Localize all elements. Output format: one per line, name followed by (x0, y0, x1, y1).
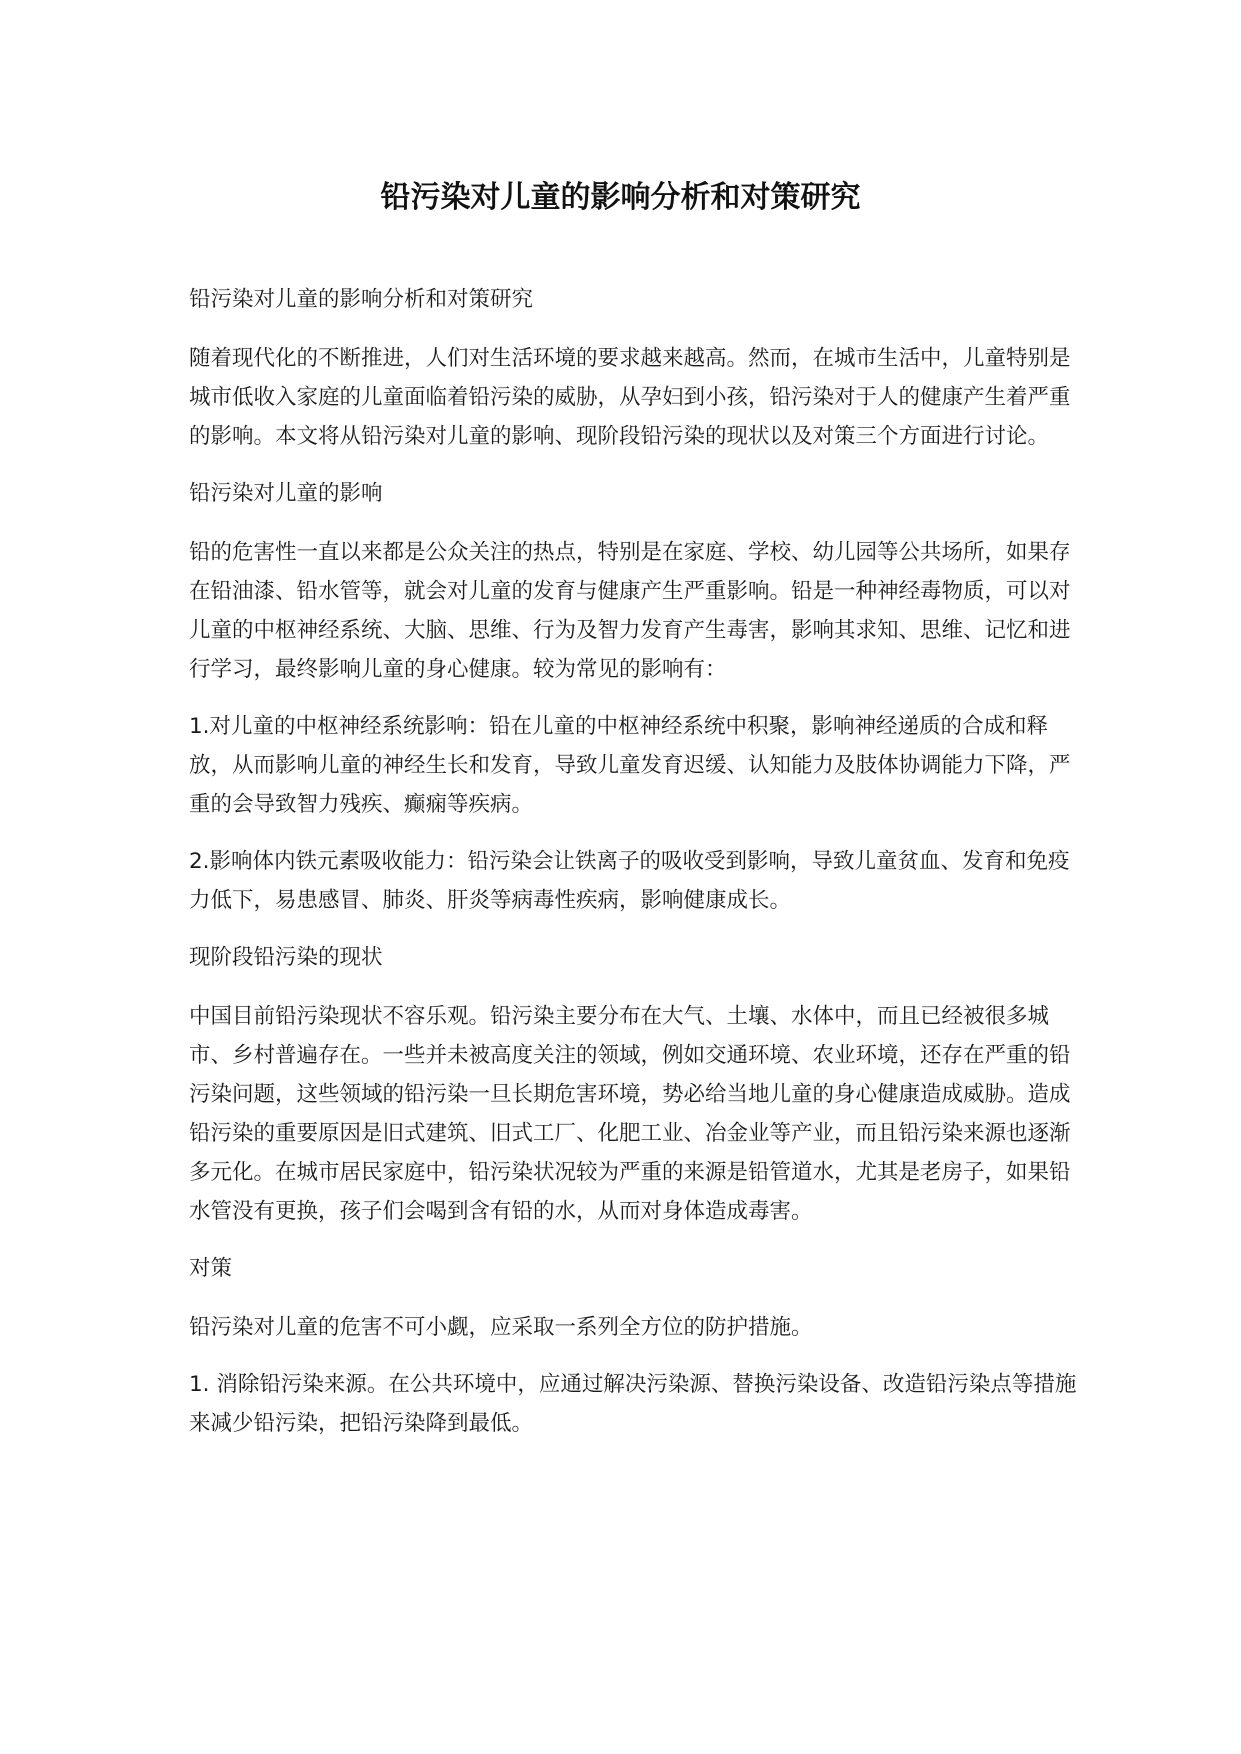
measure-item-1: 1. 消除铅污染来源。在公共环境中，应通过解决污染源、替换污染设备、改造铅污染点等措施来减少铅污染，把铅污染降到最低。 (189, 1372, 1077, 1436)
intro-paragraph: 随着现代化的不断推进，人们对生活环境的要求越来越高。然而，在城市生活中，儿童特别是城市低收入家庭的儿童面临着铅污染的威胁，从孕妇到小孩，铅污染对于人的健康产生着严重的影响。本文将从铅污染对儿童的影响、现阶段铅污染的现状以及对策三个方面进行讨论。 (189, 346, 1071, 449)
section-heading-measures: 对策 (189, 1256, 233, 1281)
section-heading-status: 现阶段铅污染的现状 (189, 945, 383, 970)
effects-paragraph: 铅的危害性一直以来都是公众关注的热点，特别是在家庭、学校、幼儿园等公共场所，如果存在铅油漆、铅水管等，就会对儿童的发育与健康产生严重影响。铅是一种神经毒物质，可以对儿童的中枢神经系统、大脑、思维、行为及智力发育产生毒害，影响其求知、思维、记忆和进行学习，最终影响儿童的身心健康。较为常见的影响有： (189, 540, 1071, 682)
measures-intro: 铅污染对儿童的危害不可小觑，应采取一系列全方位的防护措施。 (189, 1315, 813, 1340)
document-body (189, 280, 1084, 1461)
subtitle: 铅污染对儿童的影响分析和对策研究 (189, 287, 534, 312)
effect-item-1: 1.对儿童的中枢神经系统影响：铅在儿童的中枢神经系统中积聚，影响神经递质的合成和释放，从而影响儿童的神经生长和发育，导致儿童发育迟缓、认知能力及肢体协调能力下降，严重的会导致智力残疾、癫痫等疾病。 (189, 714, 1071, 817)
status-paragraph: 中国目前铅污染现状不容乐观。铅污染主要分布在大气、土壤、水体中，而且已经被很多城市、乡村普遍存在。一些并未被高度关注的领域，例如交通环境、农业环境，还存在严重的铅污染问题，这些领域的铅污染一旦长期危害环境，势必给当地儿童的身心健康造成威胁。造成铅污染的重要原因是旧式建筑、旧式工厂、化肥工业、冶金业等产业，而且铅污染来源也逐渐多元化。在城市居民家庭中，铅污染状况较为严重的来源是铅管道水，尤其是老房子，如果铅水管没有更换，孩子们会喝到含有铅的水，从而对身体造成毒害。 (189, 1004, 1071, 1224)
effect-item-2: 2.影响体内铁元素吸收能力：铅污染会让铁离子的吸收受到影响，导致儿童贫血、发育和免疫力低下，易患感冒、肺炎、肝炎等病毒性疾病，影响健康成长。 (189, 849, 1070, 913)
section-heading-effects: 铅污染对儿童的影响 (189, 481, 383, 506)
document-title: 铅污染对儿童的影响分析和对策研究 (380, 180, 861, 215)
